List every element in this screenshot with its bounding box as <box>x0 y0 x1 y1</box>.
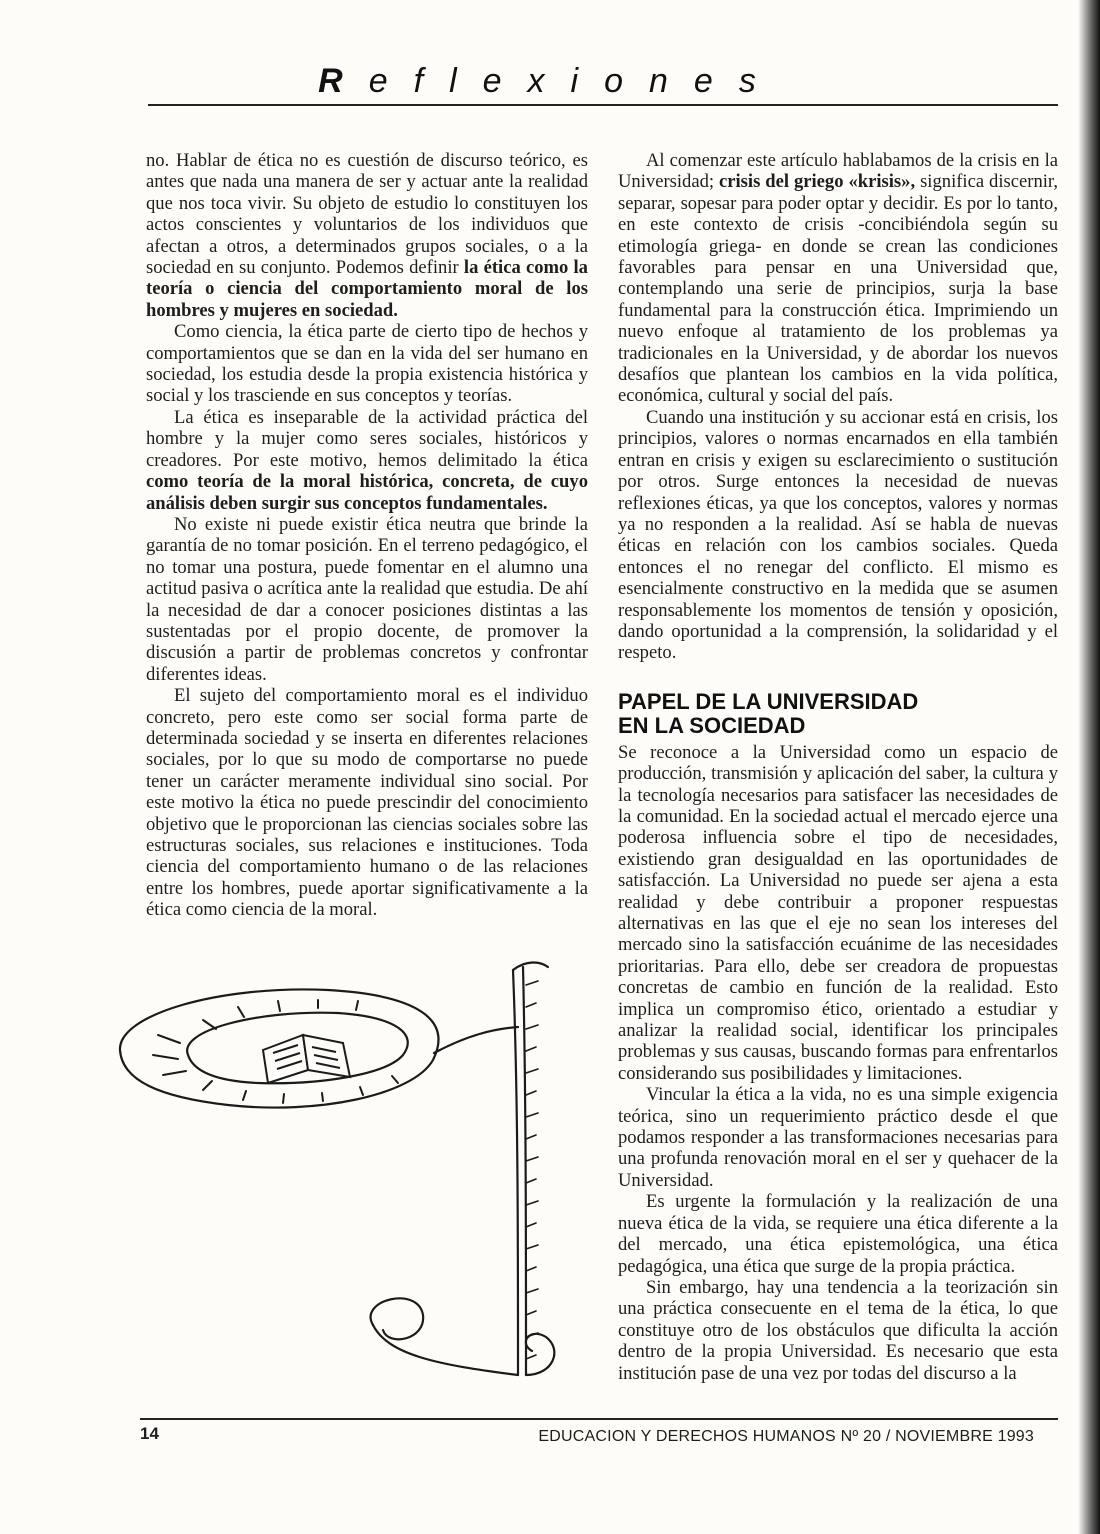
publication-footer: EDUCACION Y DERECHOS HUMANOS Nº 20 / NOVIEMBRE 1993 <box>538 1428 1034 1445</box>
left-paragraph-1-emphasis: la ética como la teoría o ciencia del comportamiento moral de los hombres y mujeres en sociedad. <box>146 257 588 321</box>
right-paragraph-3: Se reconoce a la Universidad como un espacio de producción, transmisión y aplicación del saber, la cultura y la tecnología necesarios para satisfacer las necesidades de la comunidad. En la sociedad actual el mercado ejerce una poderosa influencia sobre el tipo de necesidades, existiendo gran desigualdad en las oportunidades de satisfacción. La Universidad no puede ser ajena a esta realidad y debe contribuir a proponer respuestas alternativas en las que el eje no sean los intereses del mercado sino la satisfacción ecuánime de las necesidades prioritarias. Para ello, debe ser creadora de propuestas concretas de cambio en función de la realidad. Esto implica un compromiso ético, orientado a estudiar y analizar la realidad social, identificar los principales problemas y sus causas, buscando formas para enfrentarlos considerando sus posibilidades y limitaciones. <box>618 741 1058 1084</box>
section-header <box>0 62 1100 101</box>
right-paragraph-5: Es urgente la formulación y la realización de una nueva ética de la vida, se requiere una ética diferente a la del mercado, una ética epistemológica, una ética pedagógica, una ética que surge de la propia práctica. <box>618 1191 1058 1277</box>
left-column <box>146 150 588 921</box>
right-paragraph-1-text-a: Al comenzar este artículo hablabamos de la crisis en la Universidad; <box>618 150 1058 193</box>
right-paragraph-2: Cuando una institución y su accionar está en crisis, los principios, valores o normas encarnados en ella también entran en crisis y exigen su esclarecimiento o sustitución por otros. Surge entonces la necesidad de nuevas reflexiones éticas, ya que los conceptos, valores y normas ya no responden a la realidad. Así se habla de nuevas éticas en relación con los cambios sociales. Queda entonces el no renegar del conflicto. El mismo es esencialmente constructivo en la medida que se asumen responsablemente los momentos de tensión y oposición, dando oportunidad a la comprensión, la solidaridad y el respeto. <box>618 406 1058 664</box>
right-paragraph-6: Sin embargo, hay una tendencia a la teorización sin una práctica consecuente en el tema de la ética, lo que constituye otro de los obstáculos que dificulta la acción dentro de la propia Universidad. Es necesario que esta institución pase de una vez por todas del discurso a la <box>618 1276 1058 1384</box>
thermometer-ticks <box>526 981 538 1359</box>
right-paragraph-4: Vincular la ética a la vida, no es una simple exigencia teórica, sino un requerimiento práctico desde el que podamos responder a las transformaciones necesarias para una profunda renovación moral en el ser y quehacer de la Universidad. <box>618 1084 1058 1191</box>
left-paragraph-3-text: La ética es inseparable de la actividad práctica del hombre y la mujer como seres sociales, históricos y creadores. Por este motivo, hemos delimitado la ética <box>146 406 588 471</box>
thermometer-bottom-spiral <box>526 1334 555 1375</box>
plate-handle <box>434 1027 518 1053</box>
left-paragraph-1-text: no. Hablar de ética no es cuestión de discurso teórico, es antes que nada una manera de ser y actuar ante la realidad que nos toca vivir. Su objeto de estudio lo constituyen los actos conscientes y voluntarios de los individuos que afectan a otros, a determinados grupos sociales, o a la sociedad en su conjunto. Podemos definir <box>146 150 588 279</box>
section-title <box>618 690 1058 738</box>
header-rule <box>148 104 1058 106</box>
thermometer-top-curl <box>513 962 548 970</box>
left-paragraph-3 <box>146 407 588 514</box>
book-on-plate-illustration <box>108 955 568 1405</box>
thermometer-right-edge <box>523 967 526 1375</box>
section-title-line-2: EN LA SOCIEDAD <box>618 712 806 738</box>
section-header-rest: eflexiones <box>368 62 782 100</box>
section-title-line-1: PAPEL DE LA UNIVERSIDAD <box>618 688 919 714</box>
page-number: 14 <box>140 1424 159 1443</box>
right-paragraph-1-emphasis: crisis del griego «krisis», <box>719 171 916 193</box>
left-paragraph-1 <box>146 150 588 321</box>
right-paragraph-1-text-b: significa discernir, separar, sopesar para poder optar y decidir. Es por lo tanto, en este contexto de crisis -concibiéndola según su etimología griega- en donde se crean las condiciones favorables para pensar en una Universidad que, contemplando una serie de principios, surja la base fundamental para la construcción ética. Imprimiendo un nuevo enfoque al tratamiento de los problemas ya tradicionales en la Universidad, y de abordar los nuevos desafíos que plantean los cambios en la vida política, económica, cultural y social del país. <box>618 171 1059 407</box>
left-paragraph-3-emphasis: como teoría de la moral histórica, concreta, de cuyo análisis deben surgir sus conceptos fundamentales. <box>146 471 588 514</box>
left-paragraph-4: No existe ni puede existir ética neutra que brinde la garantía de no tomar posición. En el terreno pedagógico, el no tomar una postura, puede fomentar en el alumno una actitud pasiva o acrítica ante la realidad que estudia. De ahí la necesidad de dar a conocer posiciones distintas a las sustentadas por el propio docente, de promover la discusión a partir de problemas concretos y confrontar diferentes ideas. <box>146 513 588 685</box>
left-paragraph-5: El sujeto del comportamiento moral es el individuo concreto, pero este como ser social forma parte de determinada sociedad y se inserta en diferentes relaciones sociales, por lo que su modo de comportarse no puede tener un carácter meramente individual sino social. Por este motivo la ética no puede prescindir del conocimiento objetivo que le proporcionan las ciencias sociales sobre las estructuras sociales, sus relaciones e instituciones. Toda ciencia del comportamiento humano o de las relaciones entre los hombres, puede aportar significativamente a la ética como ciencia de la moral. <box>146 685 588 921</box>
right-paragraph-1 <box>618 150 1058 407</box>
base-stem-left <box>373 1325 518 1375</box>
right-column <box>618 150 1058 1384</box>
book-icon <box>263 1035 350 1083</box>
thermometer-left-edge <box>513 970 518 1375</box>
left-paragraph-2: Como ciencia, la ética parte de cierto tipo de hechos y comportamientos que se dan en la vida del ser humano en sociedad, los estudia desde la propia existencia histórica y social y los trasciende en sus conceptos y teorías. <box>146 321 588 407</box>
footer-rule <box>140 1418 1058 1420</box>
page-edge-shadow <box>1078 0 1100 1534</box>
section-header-initial: R <box>318 62 369 100</box>
